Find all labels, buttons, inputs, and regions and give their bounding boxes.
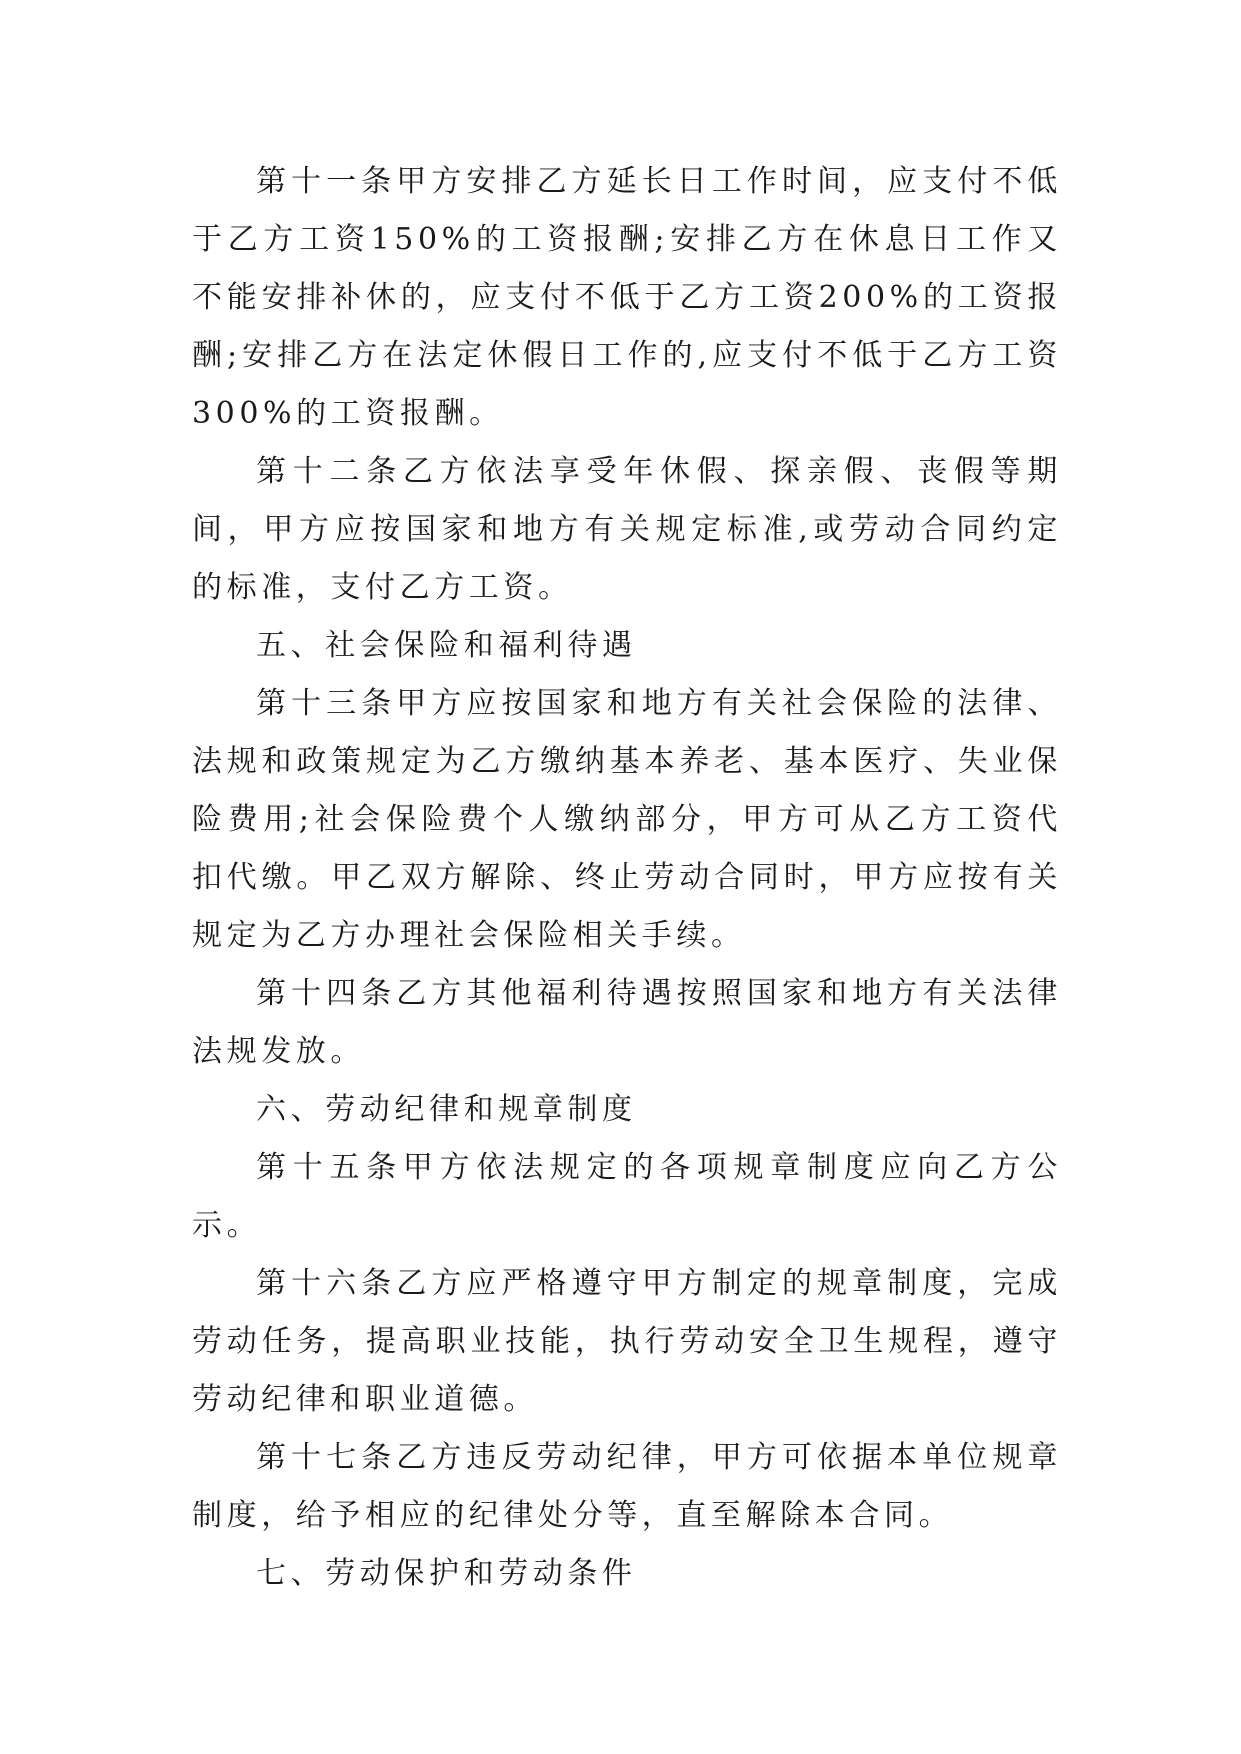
- article-14-other-benefits: 第十四条乙方其他福利待遇按照国家和地方有关法律法规发放。: [192, 976, 1062, 1069]
- article-12-leave-pay: 第十二条乙方依法享受年休假、探亲假、丧假等期间，甲方应按国家和地方有关规定标准,或劳动合同约定的标准，支付乙方工资。: [192, 454, 1062, 605]
- article-17-disciplinary-action: 第十七条乙方违反劳动纪律，甲方可依据本单位规章制度，给予相应的纪律处分等，直至解除本合同。: [192, 1440, 1062, 1533]
- section-5-heading: 五、社会保险和福利待遇: [256, 628, 637, 663]
- article-15-rules-publication: 第十五条甲方依法规定的各项规章制度应向乙方公示。: [192, 1150, 1062, 1243]
- document-body: [192, 153, 1062, 1603]
- article-16-rules-compliance: 第十六条乙方应严格遵守甲方制定的规章制度，完成劳动任务，提高职业技能，执行劳动安全卫生规程，遵守劳动纪律和职业道德。: [192, 1266, 1062, 1417]
- article-13-social-insurance: 第十三条甲方应按国家和地方有关社会保险的法律、法规和政策规定为乙方缴纳基本养老、基本医疗、失业保险费用;社会保险费个人缴纳部分，甲方可从乙方工资代扣代缴。甲乙双方解除、终止劳动合同时，甲方应按有关规定为乙方办理社会保险相关手续。: [192, 686, 1062, 953]
- section-7-heading: 七、劳动保护和劳动条件: [256, 1556, 637, 1591]
- article-11-overtime-pay: 第十一条甲方安排乙方延长日工作时间，应支付不低于乙方工资150%的工资报酬;安排乙方在休息日工作又不能安排补休的，应支付不低于乙方工资200%的工资报酬;安排乙方在法定休假日工作的,应支付不低于乙方工资300%的工资报酬。: [192, 164, 1062, 431]
- section-6-heading: 六、劳动纪律和规章制度: [256, 1092, 637, 1127]
